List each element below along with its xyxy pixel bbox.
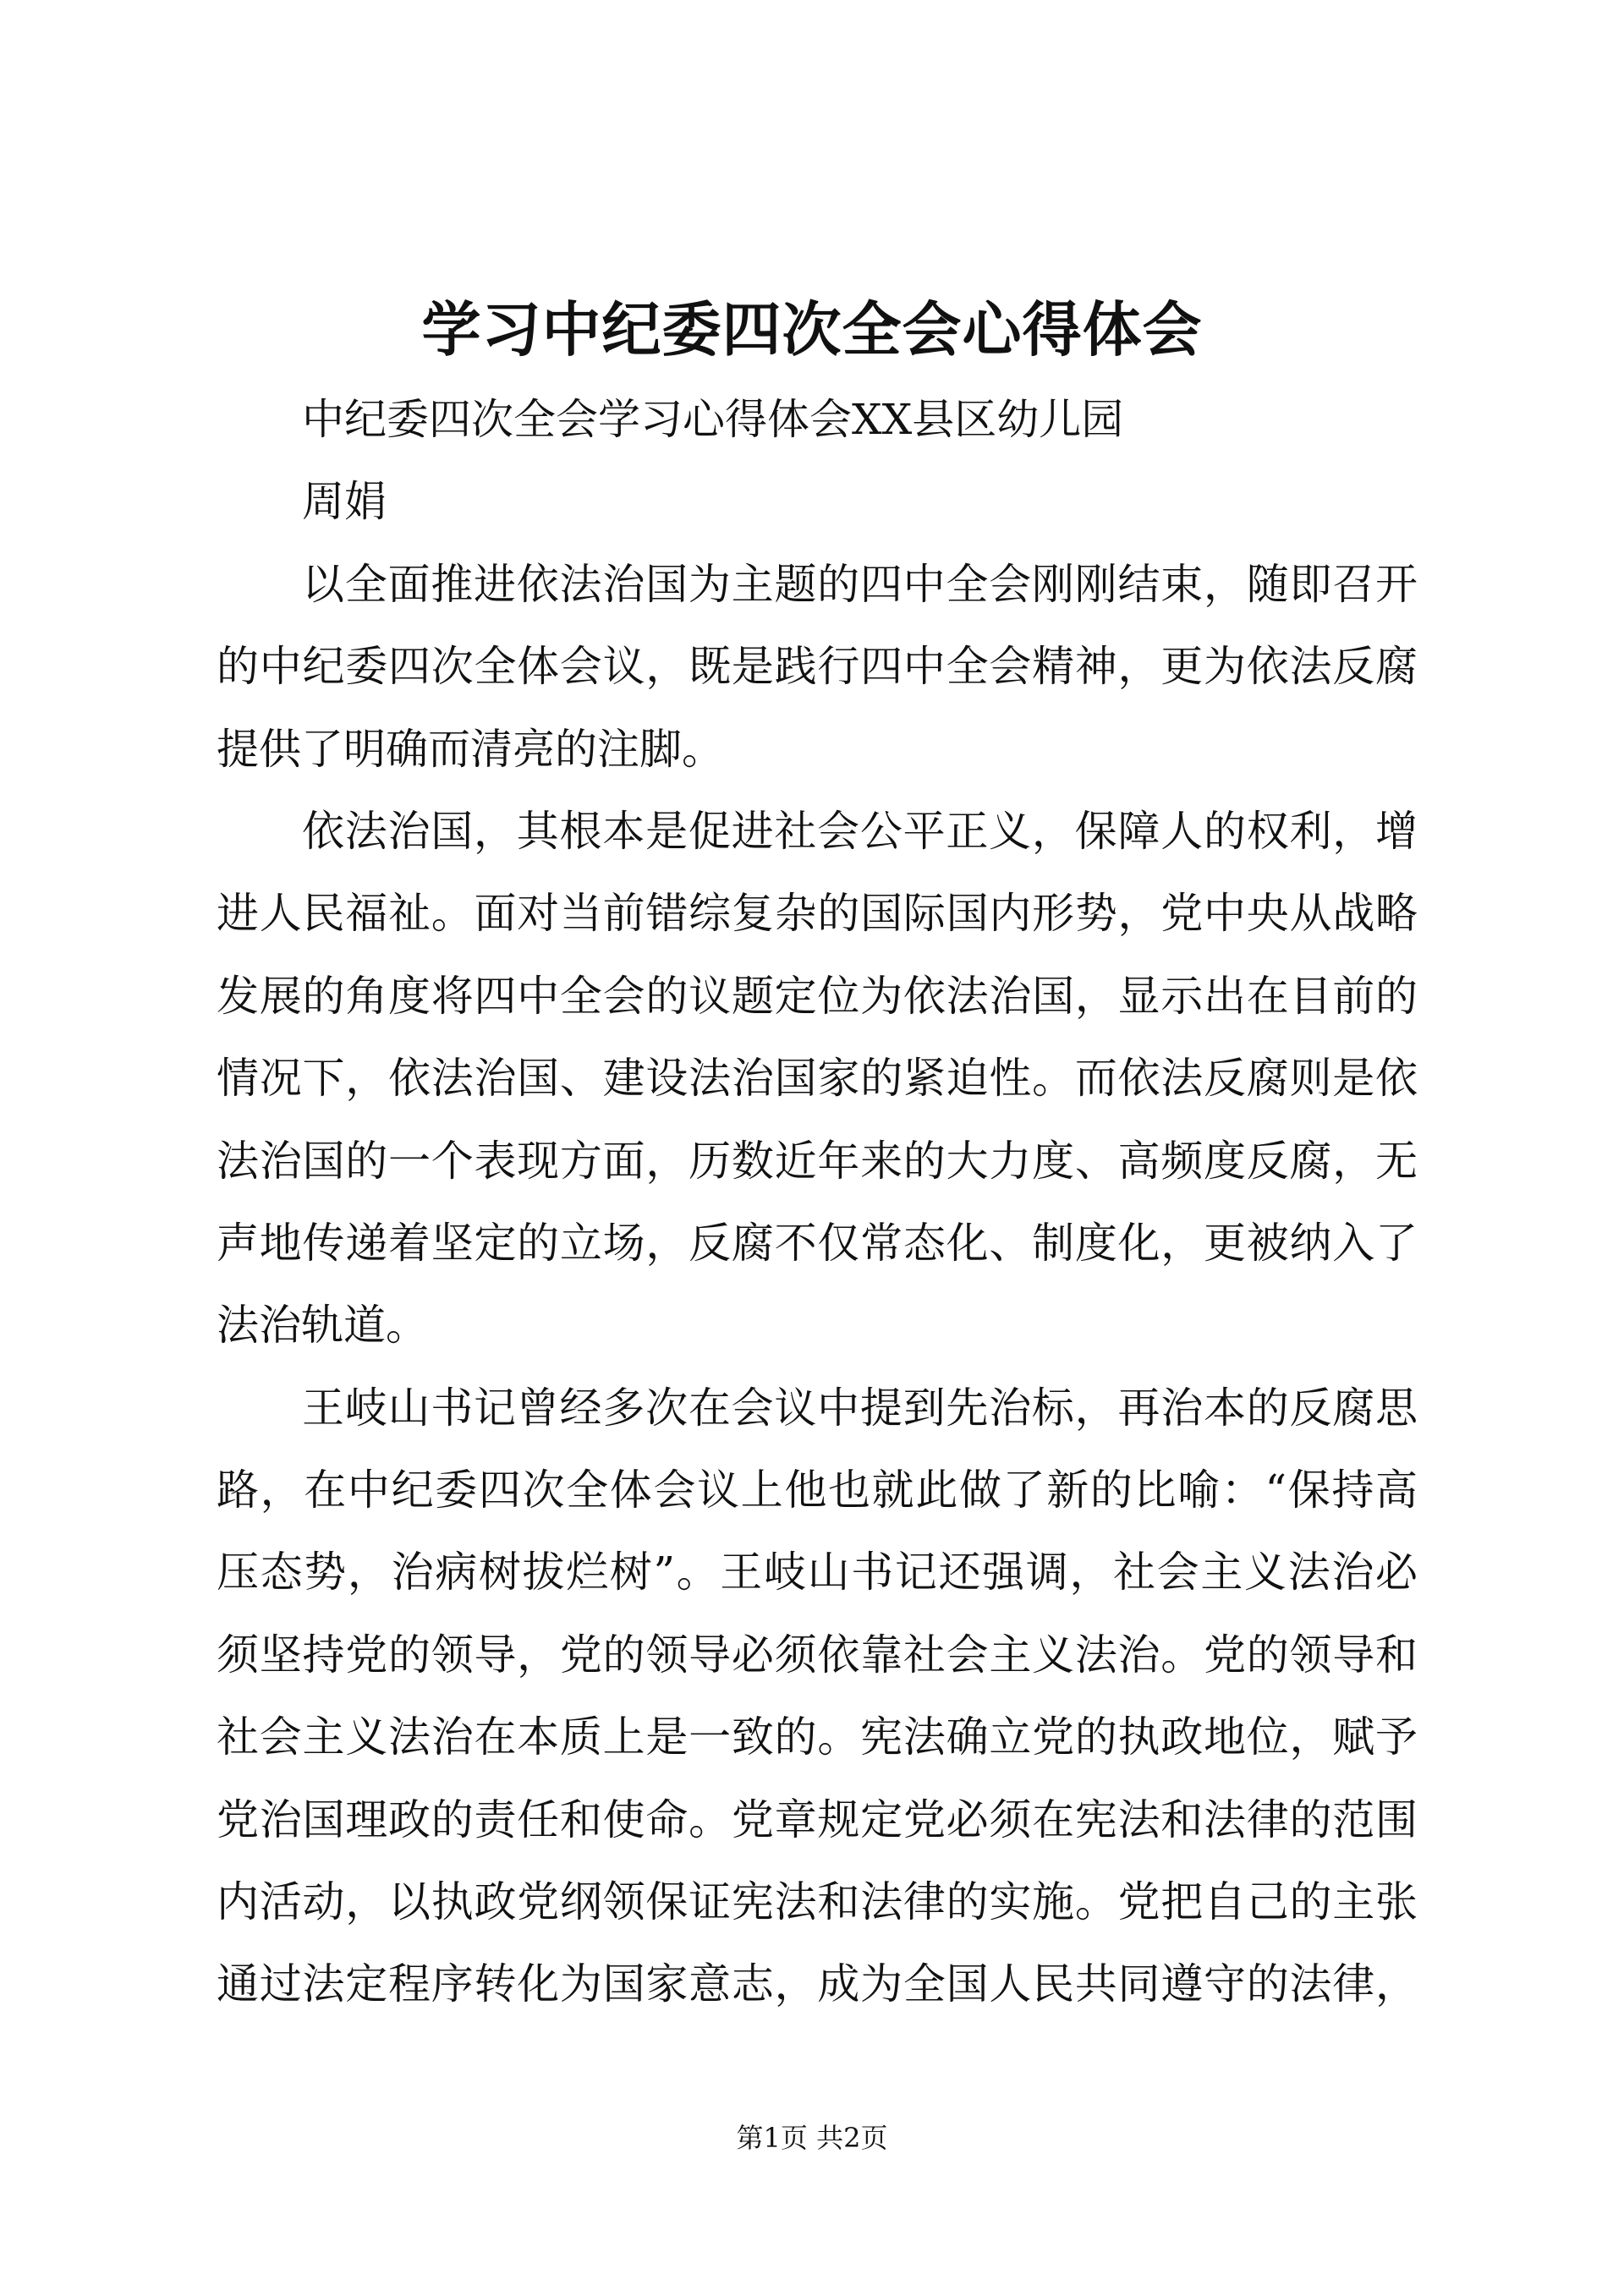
text-line: 中纪委四次全会学习心得体会XX县区幼儿园: [302, 395, 1124, 444]
text-line: 须坚持党的领导，党的领导必须依靠社会主义法治。党的领导和: [217, 1630, 1418, 1680]
text-line: 王岐山书记曾经多次在会议中提到先治标，再治本的反腐思: [302, 1383, 1418, 1433]
text-line: 党治国理政的责任和使命。党章规定党必须在宪法和法律的范围: [217, 1795, 1418, 1844]
text-line: 依法治国，其根本是促进社会公平正义，保障人的权利，增: [302, 806, 1418, 856]
text-line: 声地传递着坚定的立场，反腐不仅常态化、制度化，更被纳入了: [217, 1218, 1418, 1268]
text-line: 法治国的一个表现方面，历数近年来的大力度、高频度反腐，无: [217, 1136, 1418, 1186]
text-line: 提供了明确而清亮的注脚。: [217, 724, 724, 774]
paragraph: [217, 1367, 1418, 2026]
text-line: 通过法定程序转化为国家意志，成为全国人民共同遵守的法律，: [217, 1959, 1418, 2009]
body-text: [217, 379, 1418, 2026]
page-footer: 第1页 共2页: [736, 2122, 888, 2154]
paragraph: [217, 379, 1418, 461]
text-line: 内活动，以执政党纲领保证宪法和法律的实施。党把自己的主张: [217, 1877, 1418, 1927]
text-line: 社会主义法治在本质上是一致的。宪法确立党的执政地位，赋予: [217, 1712, 1418, 1762]
text-line: 法治轨道。: [217, 1301, 428, 1351]
text-line: 压态势，治病树拔烂树”。王岐山书记还强调，社会主义法治必: [217, 1548, 1418, 1597]
text-line: 周娟: [302, 477, 387, 527]
text-line: 路，在中纪委四次全体会议上他也就此做了新的比喻：“保持高: [217, 1466, 1418, 1515]
text-line: 情况下，依法治国、建设法治国家的紧迫性。而依法反腐则是依: [217, 1054, 1418, 1104]
paragraph: [217, 461, 1418, 543]
text-line: 的中纪委四次全体会议，既是践行四中全会精神，更为依法反腐: [217, 642, 1418, 692]
text-line: 以全面推进依法治国为主题的四中全会刚刚结束，随即召开: [302, 559, 1418, 609]
paragraph: [217, 544, 1418, 791]
text-line: 进人民福祉。面对当前错综复杂的国际国内形势，党中央从战略: [217, 889, 1418, 939]
document-title: 学习中纪委四次全会心得体会: [421, 294, 1203, 364]
text-line: 发展的角度将四中全会的议题定位为依法治国，显示出在目前的: [217, 971, 1418, 1021]
paragraph: [217, 791, 1418, 1367]
